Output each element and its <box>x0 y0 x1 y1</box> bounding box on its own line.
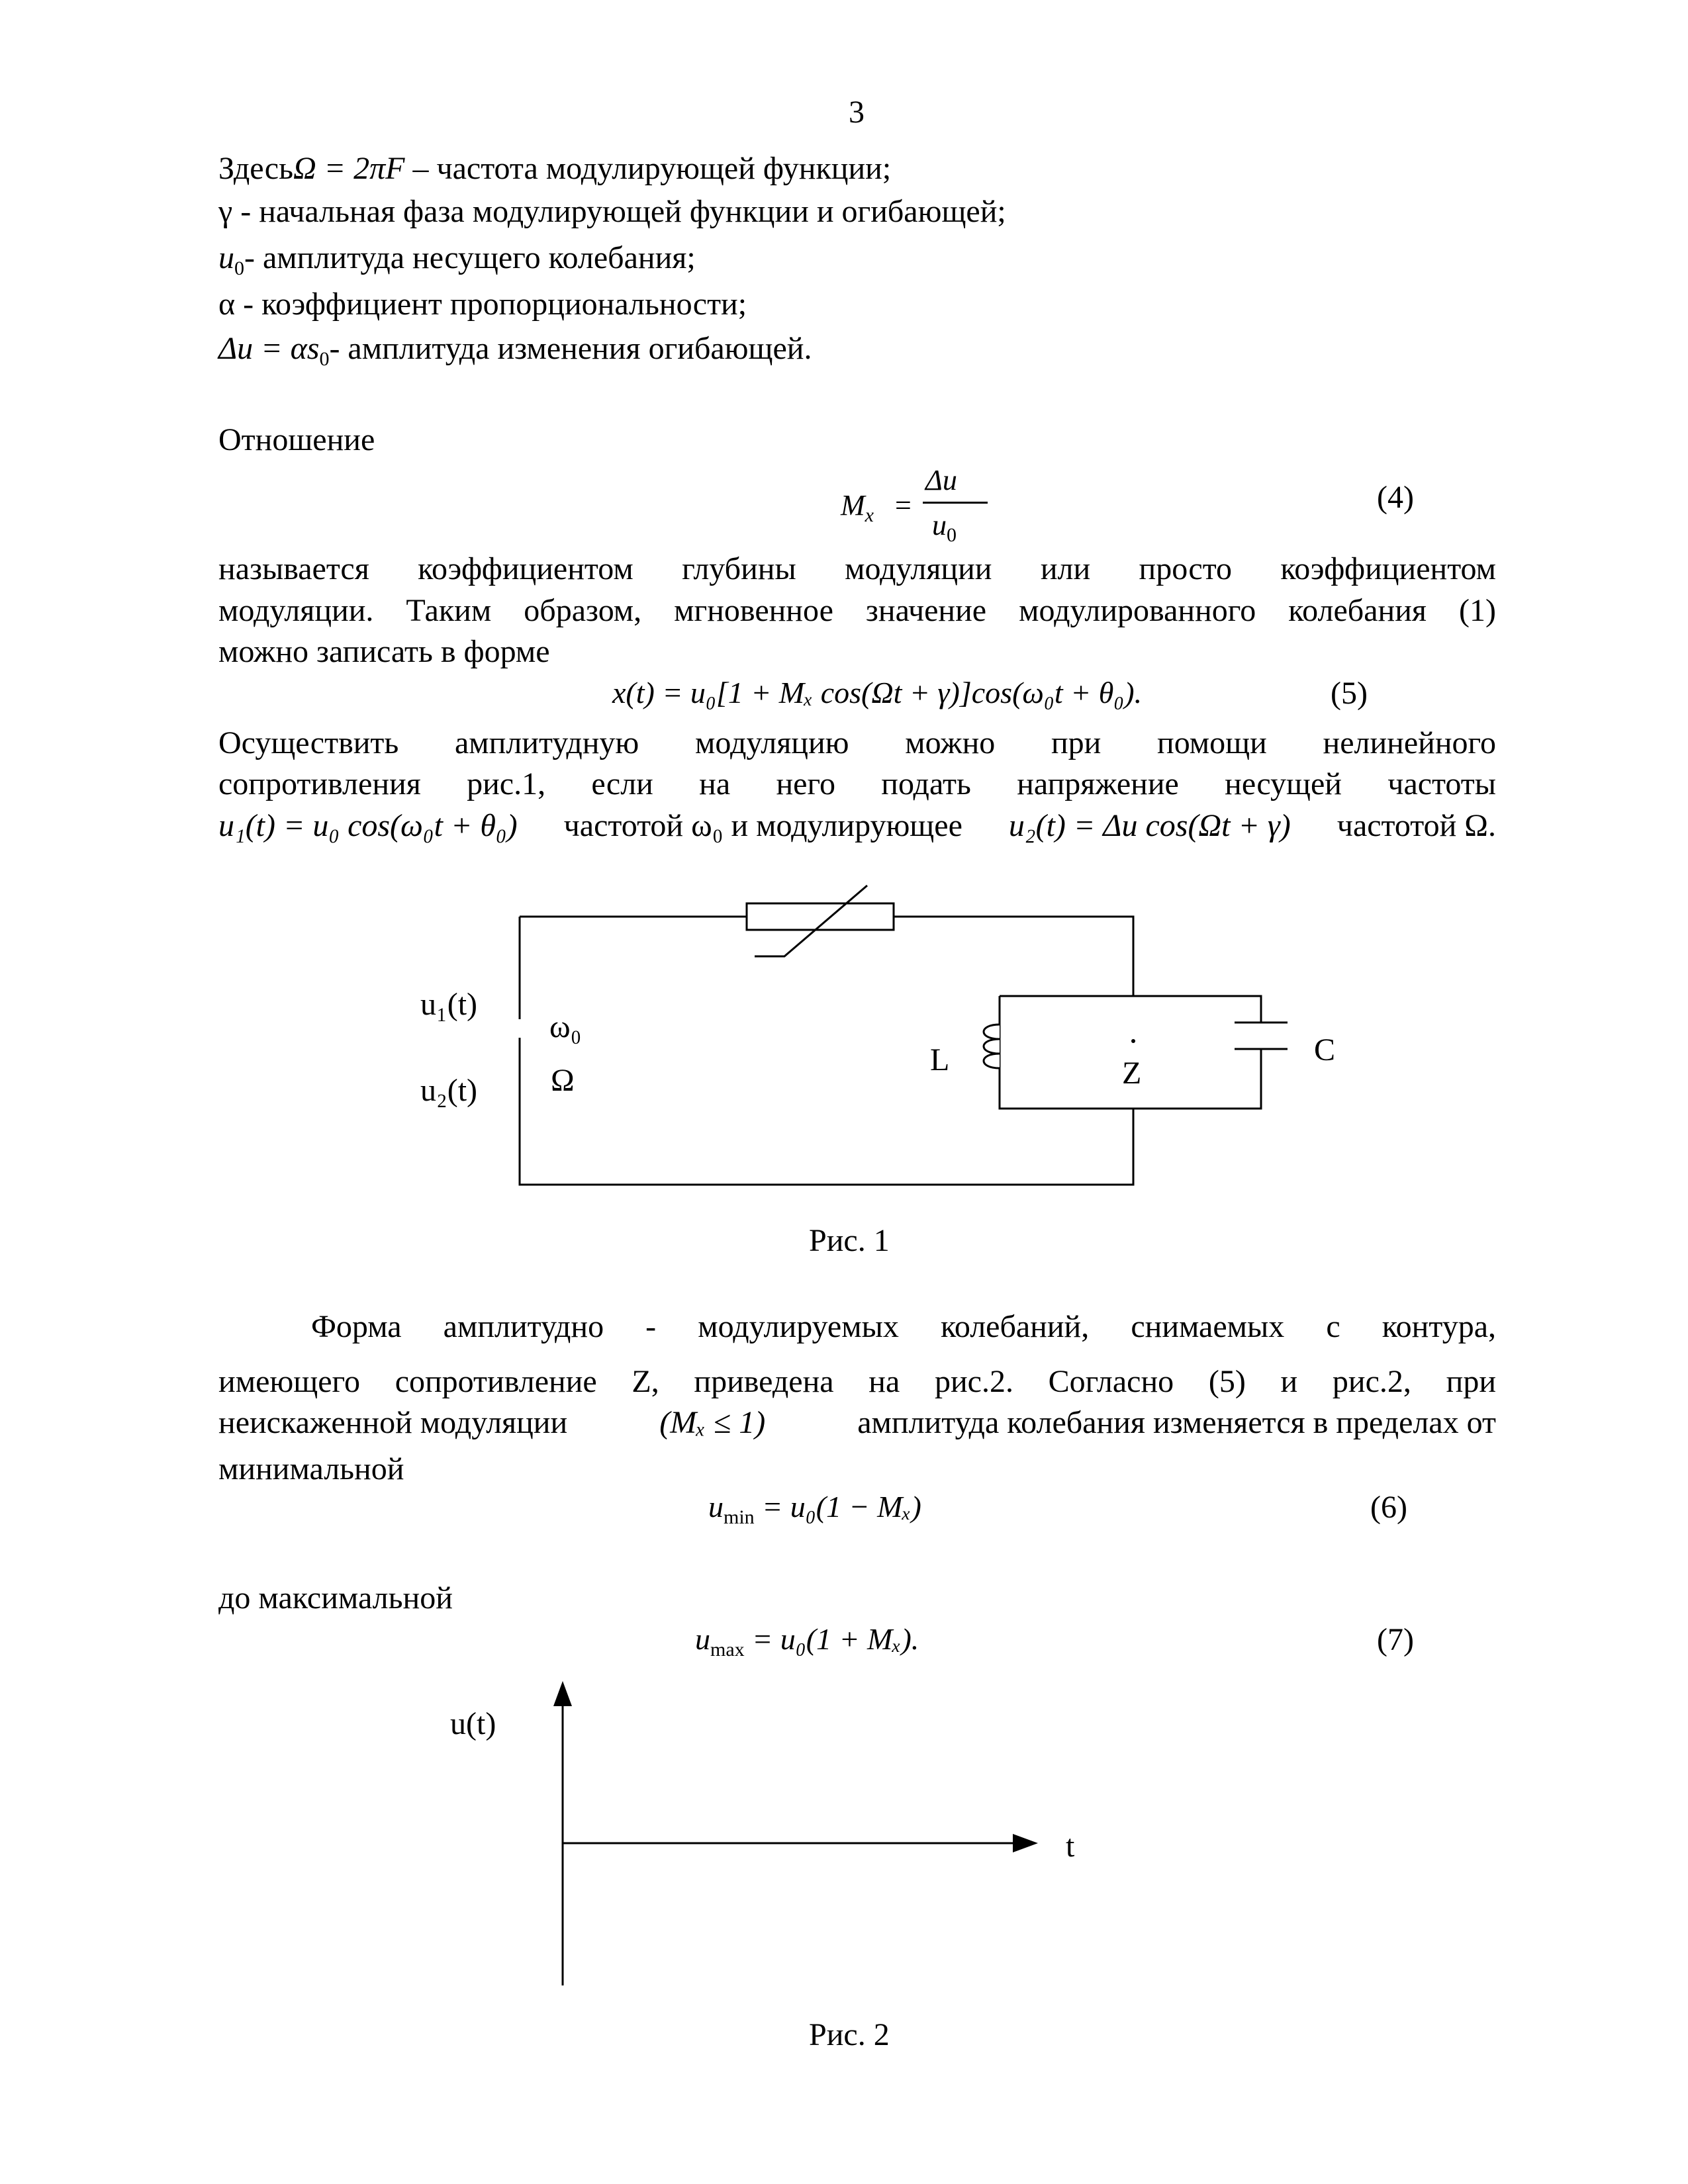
equation-5: x(t) = u₀[1 + Mₓ cos(Ωt + γ)]cos(ω₀t + θ₀). <box>612 676 1143 709</box>
fig2-x-label: t <box>1066 1829 1075 1864</box>
fig2-y-arrow <box>553 1681 572 1706</box>
omega-formula: Ω = 2πF <box>293 151 405 186</box>
para2-line-2: сопротивления рис.1, если на него подать напряжение несущей частоты <box>218 766 1496 801</box>
eq4-equals: = <box>895 489 912 522</box>
eq4-denominator: $u_0$ <box>932 509 957 546</box>
para1-line-2: модуляции. Таким образом, мгновенное значение модулированного колебания (1) <box>218 593 1496 628</box>
fig1-c-label: C <box>1314 1032 1336 1068</box>
eq7-rhs: = u₀(1 + Mₓ). <box>752 1622 919 1656</box>
intro-line-4: α - коэффициент пропорциональности; <box>218 287 747 322</box>
para3-line-3-text-b: амплитуда колебания изменяется в пределах от <box>857 1405 1496 1440</box>
u1-formula: u₁(t) = u₀ cos(ω₀t + θ₀) <box>218 808 518 843</box>
eq7-lhs: u <box>695 1622 710 1656</box>
delta-u-formula: Δu = αs <box>218 331 320 366</box>
intro-line-5-text: - амплитуда изменения огибающей. <box>329 331 812 366</box>
fig1-u2-label: u₂(t) <box>420 1073 478 1108</box>
para3-line-1: Форма амплитудно - модулируемых колебаний, снимаемых с контура, <box>311 1309 1496 1344</box>
para3-line-3-text-a: неискаженной модуляции <box>218 1405 568 1440</box>
ratio-label: Отношение <box>218 422 375 457</box>
eq6-lhs-sub: min <box>724 1506 755 1528</box>
para1-line-3: можно записать в форме <box>218 634 550 669</box>
fig1-omega-label: Ω <box>551 1063 575 1098</box>
u2-formula: u₂(t) = Δu cos(Ωt + γ) <box>1008 808 1291 843</box>
s0-subscript: 0 <box>319 348 330 370</box>
fig2-x-arrow <box>1013 1834 1038 1852</box>
para3-line-2: имеющего сопротивление Z, приведена на рис.2. Согласно (5) и рис.2, при <box>218 1364 1496 1399</box>
intro-line-1-prefix: Здесь <box>218 151 293 186</box>
fig1-u1-label: u₁(t) <box>420 987 478 1022</box>
eq7-number: (7) <box>1377 1622 1414 1657</box>
eq4-lhs: $M_x$ <box>841 489 874 526</box>
u0-subscript: 0 <box>234 257 244 279</box>
page-number: 3 <box>849 95 865 130</box>
to-max-label: до максимальной <box>218 1580 453 1615</box>
para1-line-1: называется коэффициентом глубины модуляции или просто коэффициентом <box>218 551 1496 586</box>
para2-line-3-text-1: частотой ω₀ и модулирующее <box>563 808 962 843</box>
eq6-lhs: u <box>708 1490 724 1524</box>
fig1-l-label: L <box>930 1042 950 1077</box>
eq6-rhs: = u₀(1 − Mₓ) <box>762 1490 921 1524</box>
fig1-caption: Рис. 1 <box>809 1223 890 1258</box>
para2-line-1: Осуществить амплитудную модуляцию можно при помощи нелинейного <box>218 725 1496 760</box>
para2-line-3-text-2: частотой Ω. <box>1336 808 1496 843</box>
fig1-omega0-label: ω₀ <box>549 1009 582 1044</box>
para3-line-4: минимальной <box>218 1451 404 1486</box>
eq6-number: (6) <box>1370 1490 1407 1525</box>
eq4-number: (4) <box>1377 480 1414 515</box>
fig2-y-label: u(t) <box>450 1706 496 1741</box>
intro-line-2: γ - начальная фаза модулирующей функции и огибающей; <box>218 194 1006 229</box>
eq5-number: (5) <box>1331 676 1368 711</box>
u0-symbol: u <box>218 240 234 275</box>
intro-line-3-text: - амплитуда несущего колебания; <box>244 240 696 275</box>
intro-line-1-text: – частота модулирующей функции; <box>404 151 892 186</box>
fig1-z-label: Z <box>1122 1056 1142 1091</box>
fig2-caption: Рис. 2 <box>809 2017 890 2052</box>
mx-condition: (Mₓ ≤ 1) <box>659 1405 766 1440</box>
eq4-numerator: Δu <box>925 464 957 496</box>
eq7-lhs-sub: max <box>710 1639 745 1661</box>
